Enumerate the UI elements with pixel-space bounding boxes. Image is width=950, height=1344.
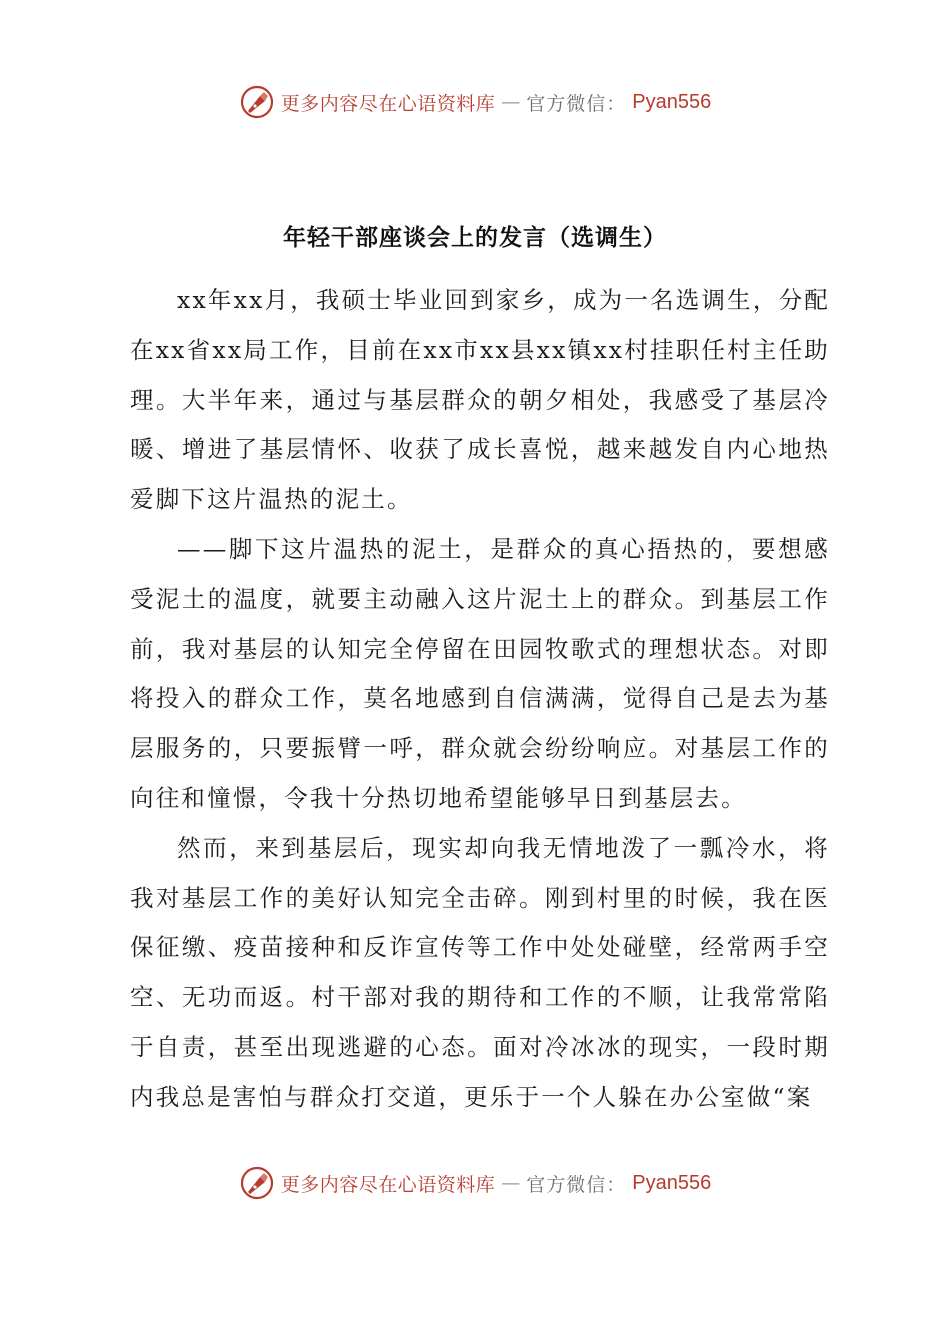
watermark-wechat-handle: Pyan556: [632, 90, 712, 113]
watermark-wechat-label: 官方微信：: [526, 92, 627, 115]
body-paragraph: xx年xx月，我硕士毕业回到家乡，成为一名选调生，分配在xx省xx局工作，目前在xx市xx县xx镇xx村挂职任村主任助理。大半年来，通过与基层群众的朝夕相处，我感受了基层冷暖、增进了基层情怀、收获了成长喜悦，越来越发自内心地热爱脚下这片温热的泥土。: [130, 286, 830, 514]
watermark-dash: —: [501, 91, 521, 113]
pen-nib-logo-icon: [239, 1165, 275, 1201]
header-watermark-banner: [0, 80, 950, 124]
watermark-site-text: 更多内容尽在心语资料库: [280, 92, 496, 115]
body-paragraph: ——脚下这片温热的泥土，是群众的真心捂热的，要想感受泥土的温度，就要主动融入这片泥土上的群众。到基层工作前，我对基层的认知完全停留在田园牧歌式的理想状态。对即将投入的群众工作，莫名地感到自信满满，觉得自己是去为基层服务的，只要振臂一呼，群众就会纷纷响应。对基层工作的向往和憧憬，令我十分热切地希望能够早日到基层去。: [130, 534, 830, 812]
watermark-dash: —: [501, 1172, 521, 1194]
watermark-wechat-handle: Pyan556: [632, 1171, 712, 1194]
watermark-wechat-label: 官方微信：: [526, 1173, 627, 1196]
watermark-site-text: 更多内容尽在心语资料库: [280, 1173, 496, 1196]
document-body: [130, 276, 830, 1123]
body-paragraph: 然而，来到基层后，现实却向我无情地泼了一瓢冷水，将我对基层工作的美好认知完全击碎。刚到村里的时候，我在医保征缴、疫苗接种和反诈宣传等工作中处处碰壁，经常两手空空、无功而返。村干部对我的期待和工作的不顺，让我常常陷于自责，甚至出现逃避的心态。面对冷冰冰的现实，一段时期内我总是害怕与群众打交道，更乐于一个人躲在办公室做“案: [130, 833, 830, 1111]
pen-nib-logo-icon: [239, 84, 275, 120]
document-title: 年轻干部座谈会上的发言（选调生）: [283, 225, 667, 252]
footer-watermark-banner: [0, 1161, 950, 1205]
